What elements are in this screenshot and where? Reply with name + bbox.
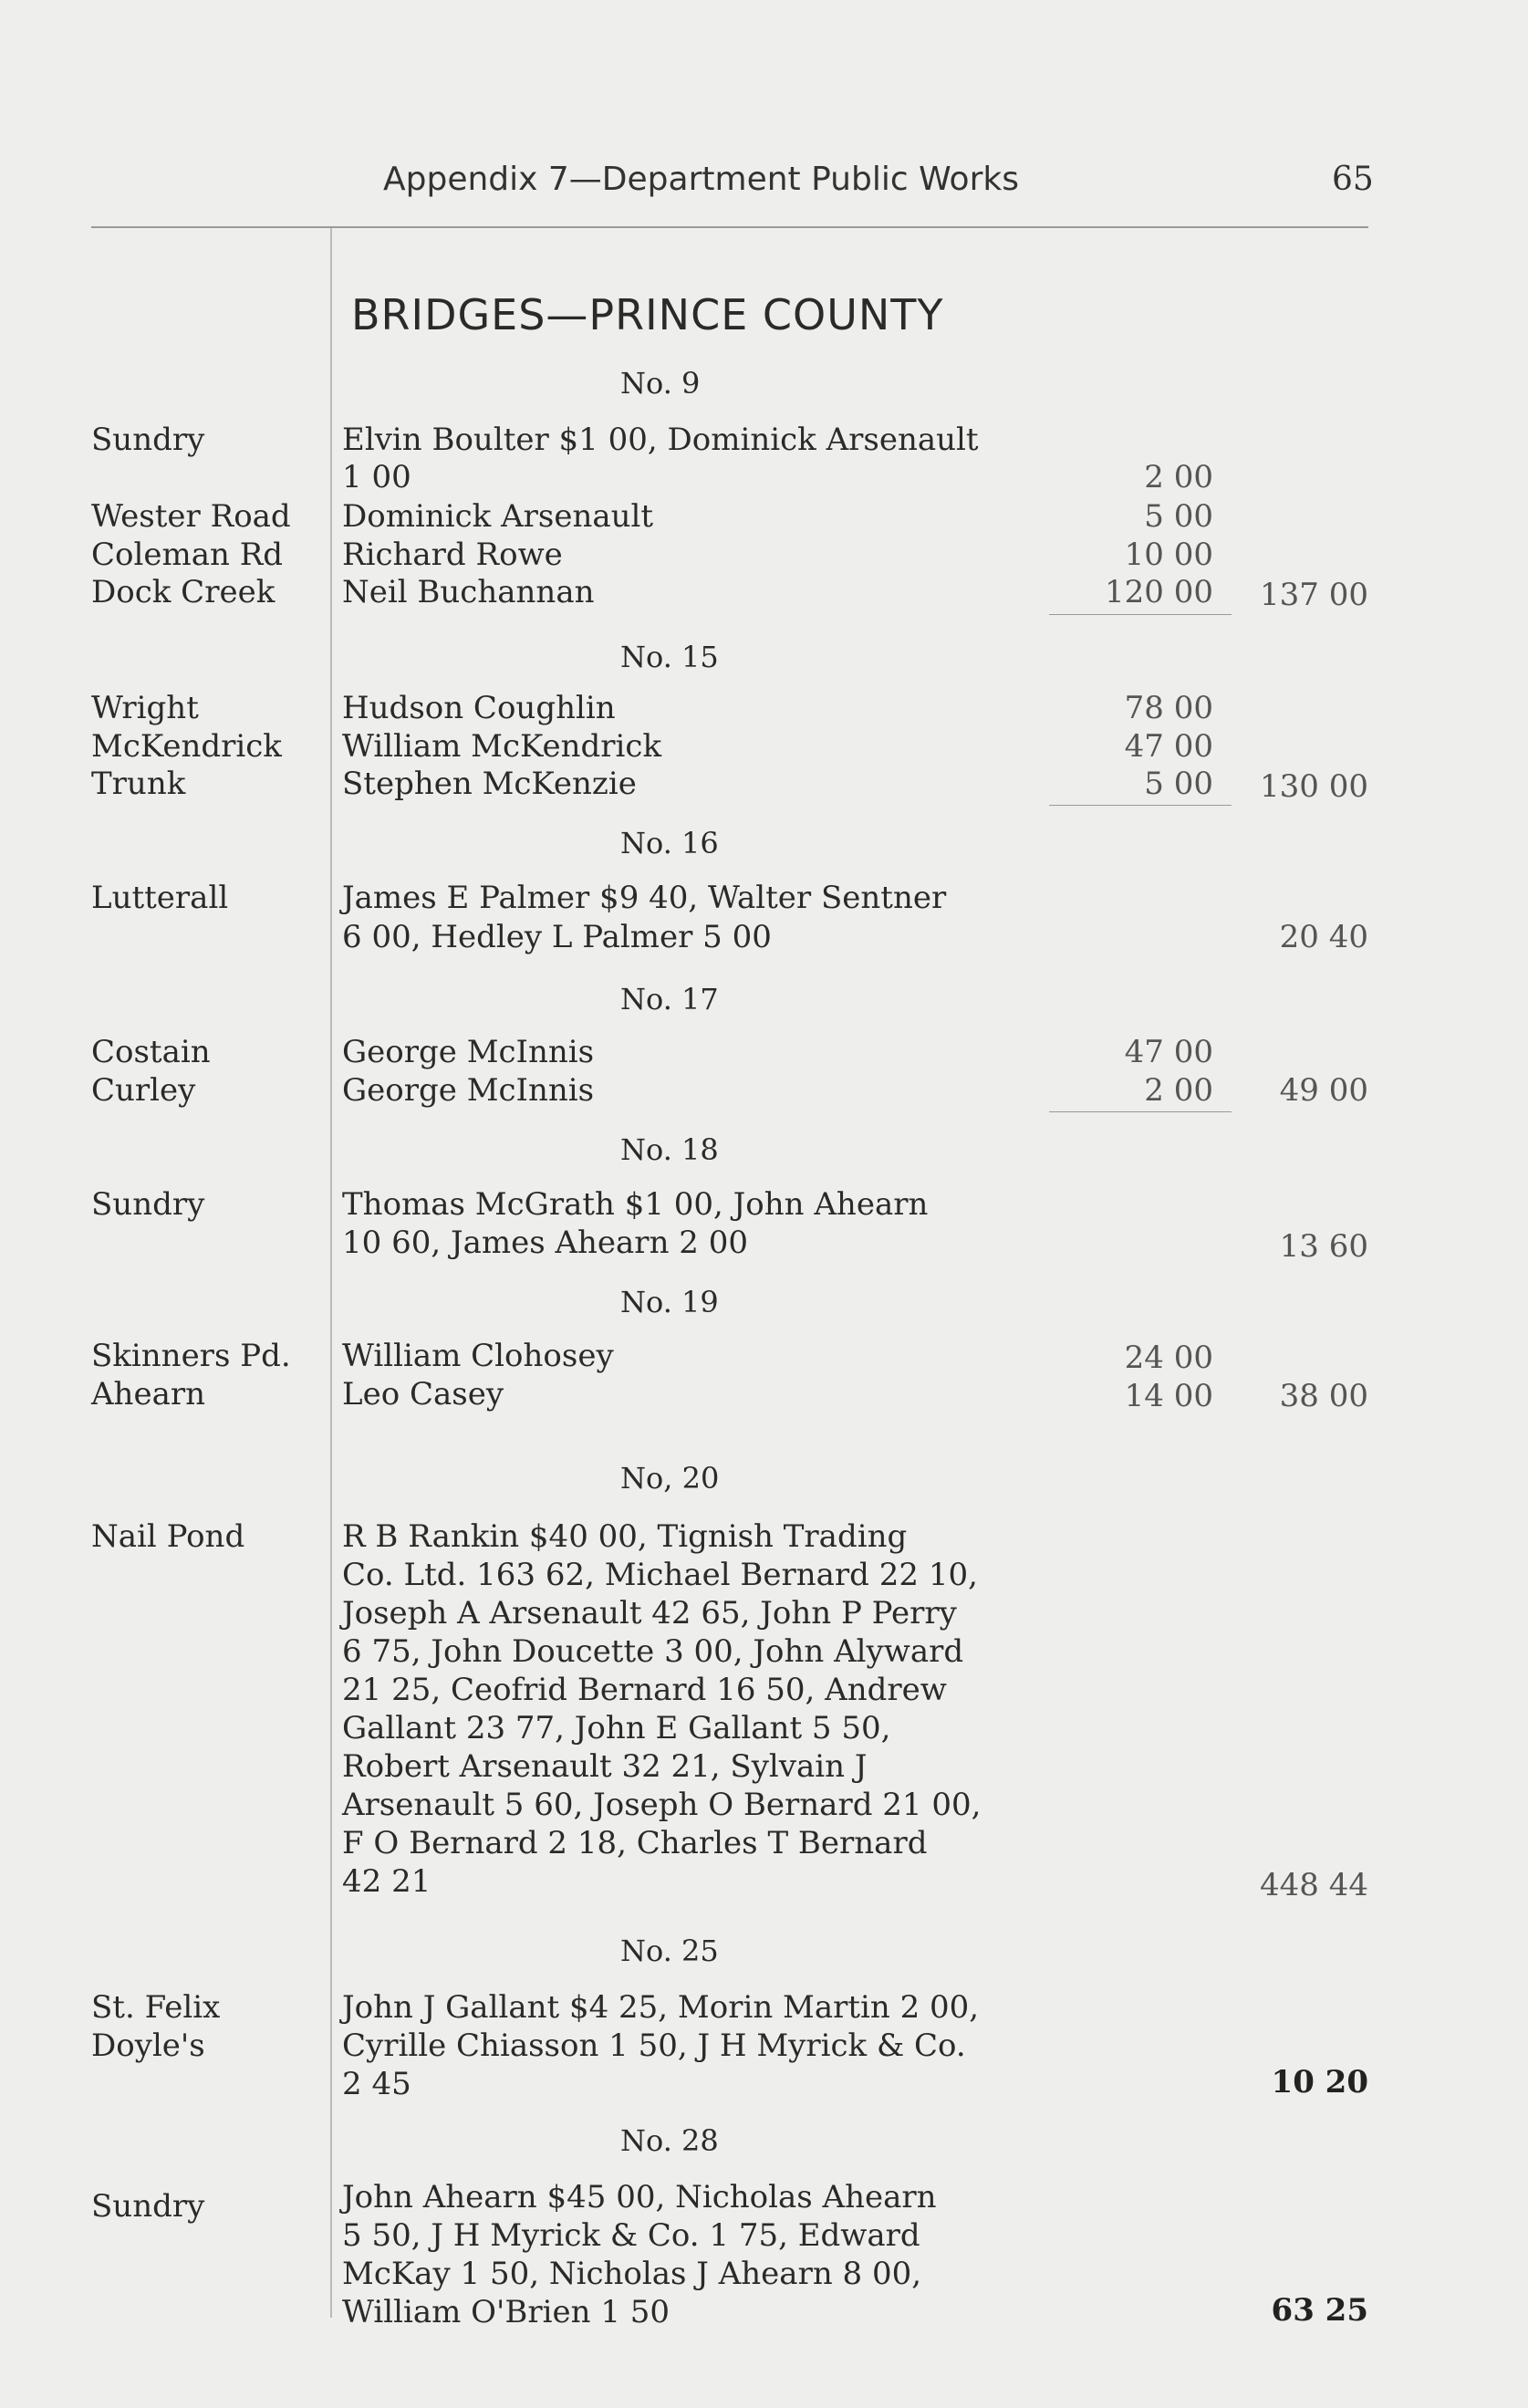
section-title: BRIDGES—PRINCE COUNTY: [351, 290, 944, 339]
payee-text: McKay 1 50, Nicholas J Ahearn 8 00,: [342, 2256, 922, 2292]
payee-text: 10 60, James Ahearn 2 00: [342, 1225, 748, 1261]
bridge-number-heading: No. 18: [620, 1132, 719, 1167]
payee-text: 2 45: [342, 2066, 411, 2102]
location-label: Doyle's: [91, 2028, 205, 2064]
sum-rule: [1049, 614, 1232, 615]
location-label: Dock Creek: [91, 574, 275, 610]
location-label: St. Felix: [91, 1989, 221, 2026]
payee-text: Elvin Boulter $1 00, Dominick Arsenault: [342, 422, 979, 458]
payee-text: Joseph A Arsenault 42 65, John P Perry: [342, 1595, 957, 1631]
payee-text: John J Gallant $4 25, Morin Martin 2 00,: [342, 1989, 980, 2026]
item-amount: 14 00: [1124, 1378, 1213, 1414]
location-label: Skinners Pd.: [91, 1338, 291, 1374]
payee-text: Co. Ltd. 163 62, Michael Bernard 22 10,: [342, 1557, 978, 1593]
item-amount: 120 00: [1105, 574, 1213, 610]
payee-text: James E Palmer $9 40, Walter Sentner: [342, 880, 947, 916]
location-label: Sundry: [91, 1186, 205, 1223]
payee-text: Neil Buchannan: [342, 574, 595, 610]
bridge-number-heading: No. 16: [620, 826, 719, 860]
bridge-number-heading: No, 20: [620, 1461, 720, 1496]
bridge-total: 10 20: [1271, 2064, 1368, 2100]
payee-text: Cyrille Chiasson 1 50, J H Myrick & Co.: [342, 2028, 966, 2064]
payee-text: Robert Arsenault 32 21, Sylvain J: [342, 1748, 868, 1785]
sum-rule: [1049, 1111, 1232, 1112]
bridge-total: 63 25: [1271, 2292, 1368, 2329]
item-amount: 2 00: [1144, 1072, 1213, 1109]
bridge-total: 49 00: [1279, 1072, 1368, 1109]
location-label: McKendrick: [91, 728, 282, 765]
location-label: Costain: [91, 1034, 211, 1070]
bridge-total: 20 40: [1279, 919, 1368, 955]
payee-text: Leo Casey: [342, 1376, 504, 1412]
payee-text: Richard Rowe: [342, 537, 563, 573]
location-label: Ahearn: [91, 1376, 205, 1412]
location-label: Sundry: [91, 2188, 205, 2225]
payee-text: Gallant 23 77, John E Gallant 5 50,: [342, 1710, 891, 1746]
location-label: Curley: [91, 1072, 196, 1109]
payee-text: 1 00: [342, 459, 411, 495]
payee-text: 42 21: [342, 1863, 431, 1900]
payee-text: F O Bernard 2 18, Charles T Bernard: [342, 1825, 928, 1861]
payee-text: William McKendrick: [342, 728, 662, 765]
payee-text: Stephen McKenzie: [342, 766, 637, 802]
bridge-number-heading: No. 15: [620, 640, 719, 674]
bridge-number-heading: No. 19: [620, 1285, 719, 1319]
payee-text: George McInnis: [342, 1072, 595, 1109]
location-label: Wright: [91, 690, 199, 726]
page-number: 65: [1332, 161, 1374, 198]
item-amount: 24 00: [1124, 1340, 1213, 1376]
payee-text: William Clohosey: [342, 1338, 614, 1374]
location-label: Sundry: [91, 422, 205, 458]
bridge-number-heading: No. 9: [620, 366, 701, 401]
bridge-total: 448 44: [1260, 1867, 1368, 1903]
item-amount: 5 00: [1144, 498, 1213, 535]
location-label: Lutterall: [91, 880, 229, 916]
item-amount: 78 00: [1124, 690, 1213, 726]
bridge-number-heading: No. 17: [620, 982, 719, 1016]
payee-text: John Ahearn $45 00, Nicholas Ahearn: [342, 2179, 937, 2215]
header-title: Appendix 7—Department Public Works: [383, 161, 1019, 198]
location-label: Nail Pond: [91, 1518, 245, 1555]
payee-text: 6 00, Hedley L Palmer 5 00: [342, 919, 772, 955]
payee-text: Dominick Arsenault: [342, 498, 654, 535]
payee-text: 21 25, Ceofrid Bernard 16 50, Andrew: [342, 1672, 947, 1708]
bridge-number-heading: No. 28: [620, 2123, 719, 2158]
sum-rule: [1049, 805, 1232, 806]
payee-text: Thomas McGrath $1 00, John Ahearn: [342, 1186, 929, 1223]
item-amount: 47 00: [1124, 1034, 1213, 1070]
item-amount: 10 00: [1124, 537, 1213, 573]
bridge-number-heading: No. 25: [620, 1934, 719, 1968]
payee-text: R B Rankin $40 00, Tignish Trading: [342, 1518, 908, 1555]
payee-text: 6 75, John Doucette 3 00, John Alyward: [342, 1633, 964, 1670]
payee-text: Arsenault 5 60, Joseph O Bernard 21 00,: [342, 1787, 982, 1823]
bridge-total: 137 00: [1260, 577, 1368, 613]
bridge-total: 38 00: [1279, 1378, 1368, 1414]
item-amount: 47 00: [1124, 728, 1213, 765]
item-amount: 2 00: [1144, 459, 1213, 495]
location-label: Trunk: [91, 766, 186, 802]
location-label: Coleman Rd: [91, 537, 284, 573]
location-label: Wester Road: [91, 498, 291, 535]
payee-text: George McInnis: [342, 1034, 595, 1070]
payee-text: William O'Brien 1 50: [342, 2294, 670, 2330]
bridge-total: 130 00: [1260, 768, 1368, 805]
payee-text: 5 50, J H Myrick & Co. 1 75, Edward: [342, 2217, 920, 2254]
payee-text: Hudson Coughlin: [342, 690, 616, 726]
bridge-total: 13 60: [1279, 1228, 1368, 1265]
item-amount: 5 00: [1144, 766, 1213, 802]
